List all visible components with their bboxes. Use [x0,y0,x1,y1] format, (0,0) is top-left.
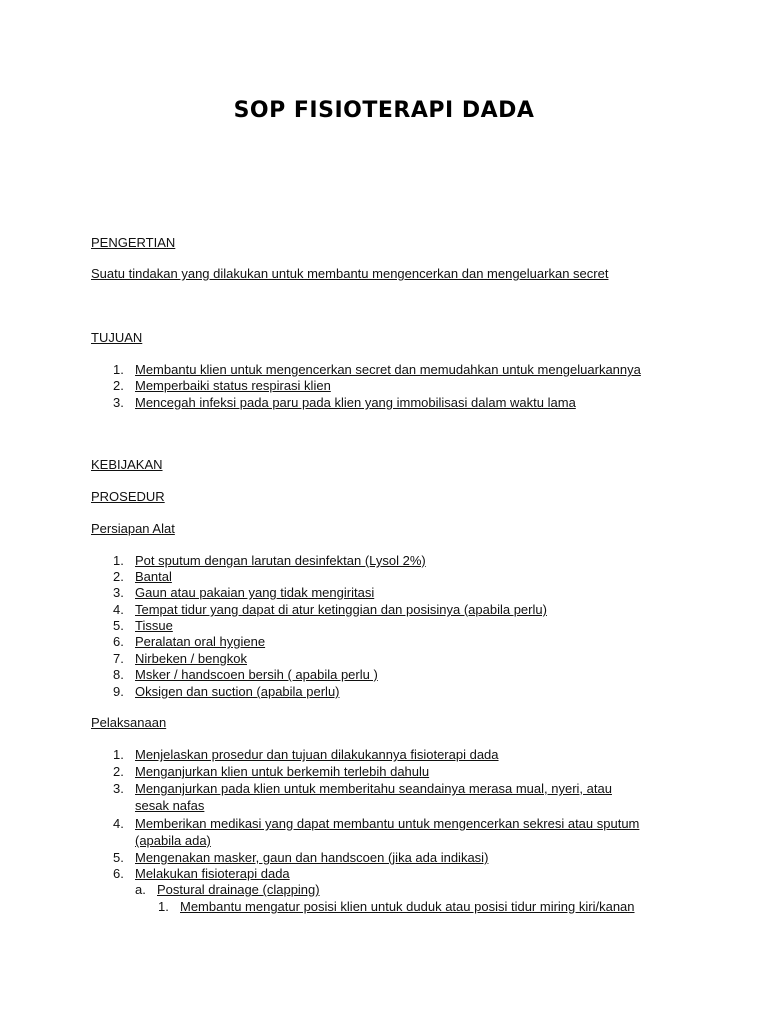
list-item: 6. Melakukan fisioterapi dada [113,866,290,881]
list-item: 4. Tempat tidur yang dapat di atur ketinggian dan posisinya (apabila perlu) [113,602,547,617]
document-title: SOP FISIOTERAPI DADA [233,98,535,123]
list-item: 7. Nirbeken / bengkok [113,651,248,666]
pelaksanaan-heading: Pelaksanaan [91,715,167,730]
list-subsubitem: 1. Membantu mengatur posisi klien untuk duduk atau posisi tidur miring kiri/kanan [158,899,635,914]
list-item: 2. Menganjurkan klien untuk berkemih terlebih dahulu [113,764,430,779]
list-item: 5. Tissue [113,618,173,633]
list-item: 9. Oksigen dan suction (apabila perlu) [113,684,340,699]
list-item: 3. Menganjurkan pada klien untuk memberitahu seandainya merasa mual, nyeri, atau [113,781,612,796]
persiapan-heading: Persiapan Alat [91,521,175,536]
list-item: 4. Memberikan medikasi yang dapat membantu untuk mengencerkan sekresi atau sputum [113,816,640,831]
list-item: 5. Mengenakan masker, gaun dan handscoen (jika ada indikasi) [113,850,489,865]
list-item: 3. Gaun atau pakaian yang tidak mengiritasi [113,585,375,600]
list-item: 2. Bantal [113,569,172,584]
list-item: 3. Mencegah infeksi pada paru pada klien yang immobilisasi dalam waktu lama [113,395,576,410]
tujuan-heading: TUJUAN [91,330,143,345]
pengertian-heading: PENGERTIAN [91,235,176,250]
pengertian-text: Suatu tindakan yang dilakukan untuk membantu mengencerkan dan mengeluarkan secret [91,266,609,281]
prosedur-heading: PROSEDUR [91,489,165,504]
list-item: 8. Msker / handscoen bersih ( apabila perlu ) [113,667,378,682]
list-item: 1. Membantu klien untuk mengencerkan secret dan memudahkan untuk mengeluarkannya [113,362,641,377]
list-item: 2. Memperbaiki status respirasi klien [113,378,331,393]
list-item: 1. Menjelaskan prosedur dan tujuan dilakukannya fisioterapi dada [113,747,499,762]
list-subitem: a. Postural drainage (clapping) [135,882,320,897]
list-item-continuation: sesak nafas [135,798,205,813]
kebijakan-heading: KEBIJAKAN [91,457,163,472]
list-item-continuation: (apabila ada) [135,833,211,848]
list-item: 6. Peralatan oral hygiene [113,634,266,649]
list-item: 1. Pot sputum dengan larutan desinfektan (Lysol 2%) [113,553,426,568]
